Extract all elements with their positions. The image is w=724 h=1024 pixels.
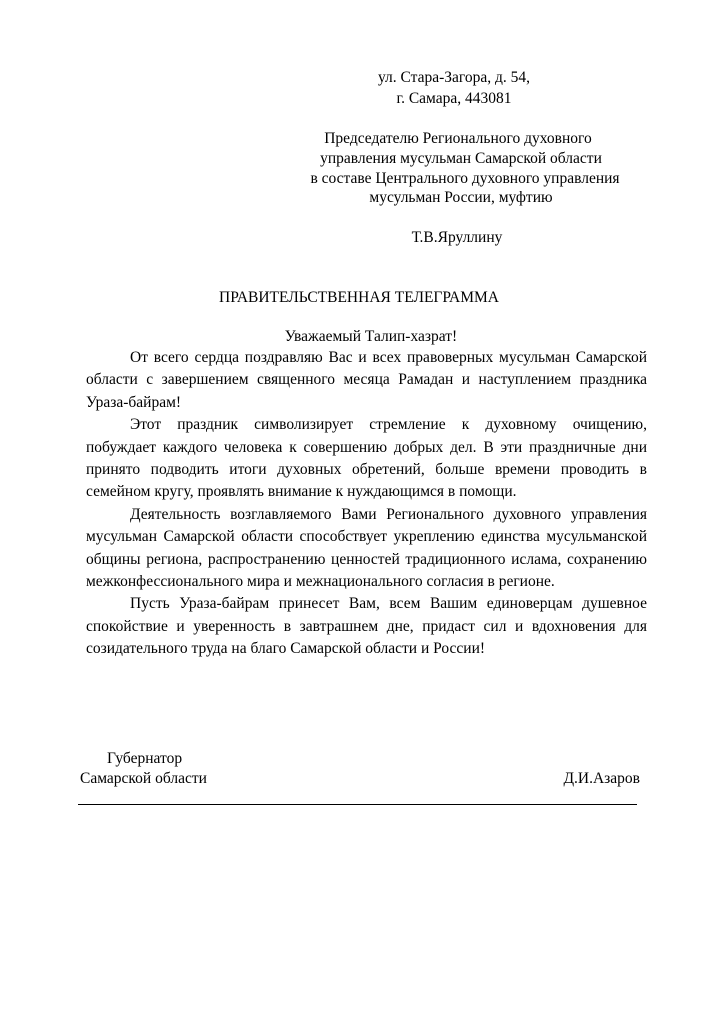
- body-paragraph: Этот праздник символизирует стремление к духовному очищению, побуждает каждого человека к совершению добрых дел. В эти праздничные дни принято подводить итоги духовных обретений, больше времени проводить в семейном кругу, проявлять внимание к нуждающимся в помощи.: [86, 416, 647, 501]
- body-paragraph: Деятельность возглавляемого Вами Регионального духовного управления мусульман Самарской области способствует укреплению единства мусульманской общины региона, распространению ценностей традиционного ислама, сохранению межконфессионального мира и межнационального согласия в регионе.: [86, 505, 647, 591]
- letter-body: [86, 347, 647, 661]
- recipient-line: Председателю Регионального духовного: [324, 130, 592, 147]
- signature-region: Самарской области: [80, 770, 207, 787]
- recipient-line: мусульман России, муфтию: [369, 189, 553, 206]
- signature-position: Губернатор: [107, 750, 183, 767]
- body-paragraph: От всего сердца поздравляю Вас и всех правоверных мусульман Самарской области с завершением священного месяца Рамадан и наступлением праздника Ураза-байрам!: [86, 349, 647, 411]
- document-title: ПРАВИТЕЛЬСТВЕННАЯ ТЕЛЕГРАММА: [219, 289, 499, 306]
- recipient-line: управления мусульман Самарской области: [320, 150, 602, 167]
- body-paragraph: Пусть Ураза-байрам принесет Вам, всем Вашим единоверцам душевное спокойствие и уверенность в завтрашнем дне, придаст сил и вдохновения для созидательного труда на благо Самарской области и России!: [86, 595, 647, 658]
- recipient-line: в составе Центрального духовного управления: [310, 170, 620, 187]
- bottom-divider: [78, 804, 637, 805]
- address-street: ул. Стара-Загора, д. 54,: [377, 69, 531, 86]
- recipient-name: Т.В.Яруллину: [411, 229, 503, 246]
- address-city: г. Самара, 443081: [396, 90, 512, 107]
- salutation: Уважаемый Талип-хазрат!: [284, 328, 458, 345]
- signature-name: Д.И.Азаров: [563, 770, 640, 787]
